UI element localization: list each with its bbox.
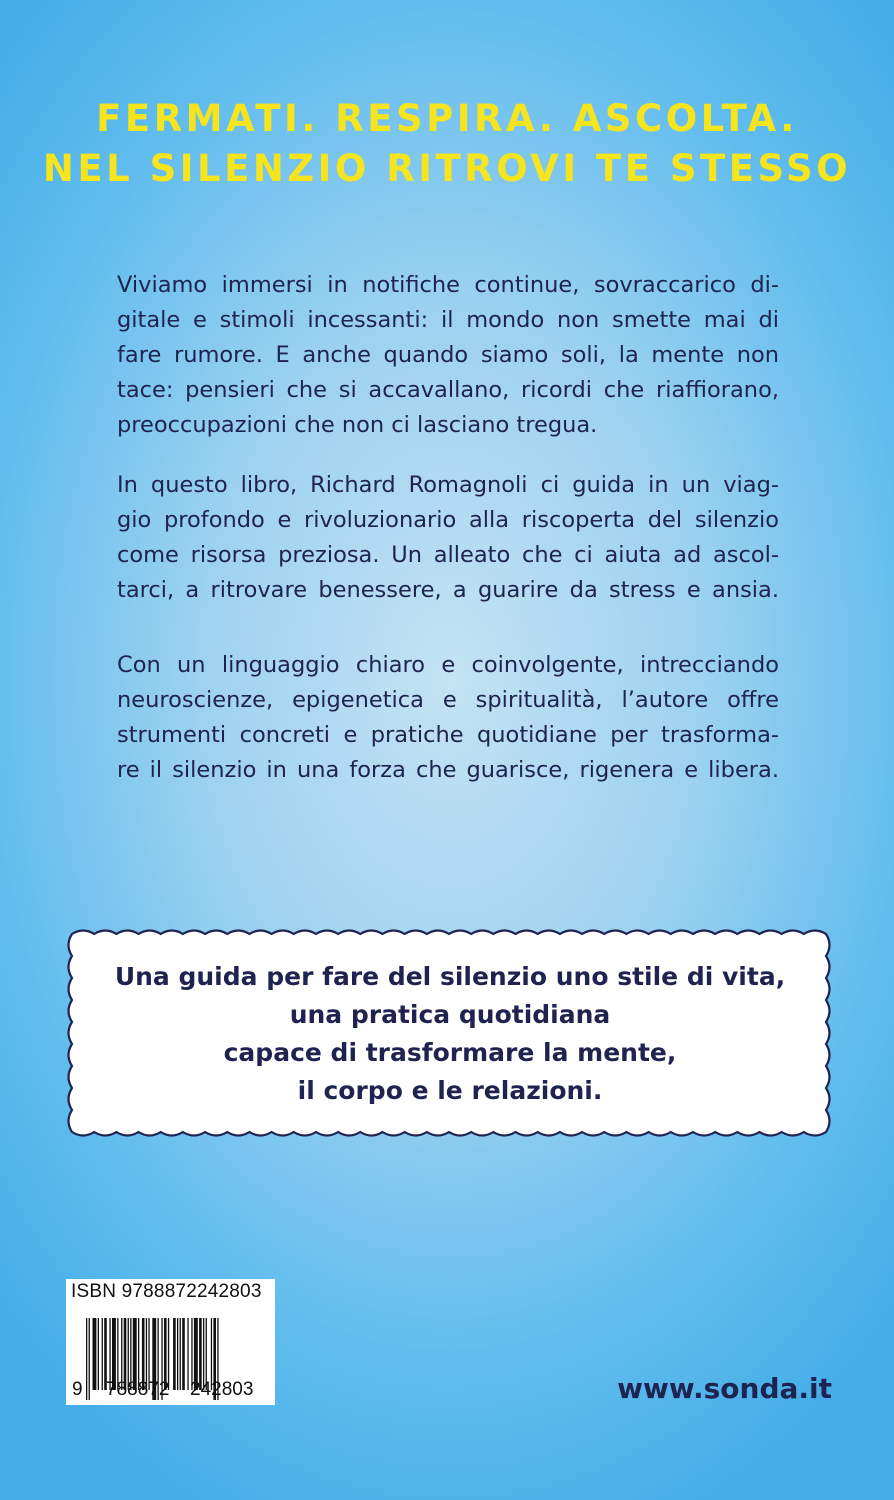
text-line: Viviamo immersi in notifiche continue, sovraccarico di- <box>117 272 779 298</box>
quote-line: Una guida per fare del silenzio uno stile di vita, <box>114 962 786 991</box>
text-line: In questo libro, Richard Romagnoli ci guida in un viag- <box>117 472 779 498</box>
quote-line: una pratica quotidiana <box>289 1000 611 1029</box>
text-line: re il silenzio in una forza che guarisce, rigenera e libera. <box>117 757 779 783</box>
barcode-digits: 788872 <box>106 1379 170 1400</box>
quote-line: capace di trasformare la mente, <box>223 1038 677 1067</box>
paragraph-1 <box>117 268 779 443</box>
headline-line-2: NEL SILENZIO RITROVI TE STESSO <box>42 147 852 190</box>
barcode-bar <box>187 1318 188 1390</box>
publisher-url[interactable]: www.sonda.it <box>617 1372 832 1405</box>
barcode-bar <box>177 1318 178 1390</box>
barcode-digit: 9 <box>72 1379 83 1400</box>
isbn-barcode <box>66 1279 275 1405</box>
isbn-label: ISBN 9788872242803 <box>71 1281 262 1302</box>
barcode-bar <box>102 1318 103 1390</box>
text-line: Con un linguaggio chiaro e coinvolgente, intrecciando <box>117 652 779 678</box>
barcode-bar <box>86 1318 87 1400</box>
barcode-bar <box>98 1318 99 1390</box>
text-line: gitale e stimoli incessanti: il mondo non smette mai di <box>117 307 779 333</box>
quote <box>70 958 830 1110</box>
quote-line: il corpo e le relazioni. <box>297 1076 603 1105</box>
barcode-bar <box>180 1318 181 1390</box>
headline-line-1: FERMATI. RESPIRA. ASCOLTA. <box>96 97 798 140</box>
paragraph-2 <box>117 468 779 608</box>
text-line: come risorsa preziosa. Un alleato che ci aiuta ad ascol- <box>117 542 779 568</box>
text-line: gio profondo e rivoluzionario alla riscoperta del silenzio <box>117 507 779 533</box>
paragraph-3 <box>117 648 779 788</box>
barcode-bar <box>93 1318 97 1390</box>
barcode-bar <box>182 1318 185 1390</box>
barcode-bar <box>89 1318 90 1400</box>
text-line: tace: pensieri che si accavallano, ricordi che riaffiorano, <box>117 377 779 403</box>
text-line: strumenti concreti e pratiche quotidiane per trasforma- <box>117 722 779 748</box>
barcode-bar <box>173 1318 176 1390</box>
text-line: neuroscienze, epigenetica e spiritualità, l’autore offre <box>117 687 779 713</box>
text-line: tarci, a ritrovare benessere, a guarire da stress e ansia. <box>117 577 779 603</box>
headline <box>0 94 894 194</box>
barcode-digits: 242803 <box>190 1379 254 1400</box>
text-line: preoccupazioni che non ci lasciano tregua. <box>117 412 598 438</box>
text-line: fare rumore. E anche quando siamo soli, la mente non <box>117 342 779 368</box>
